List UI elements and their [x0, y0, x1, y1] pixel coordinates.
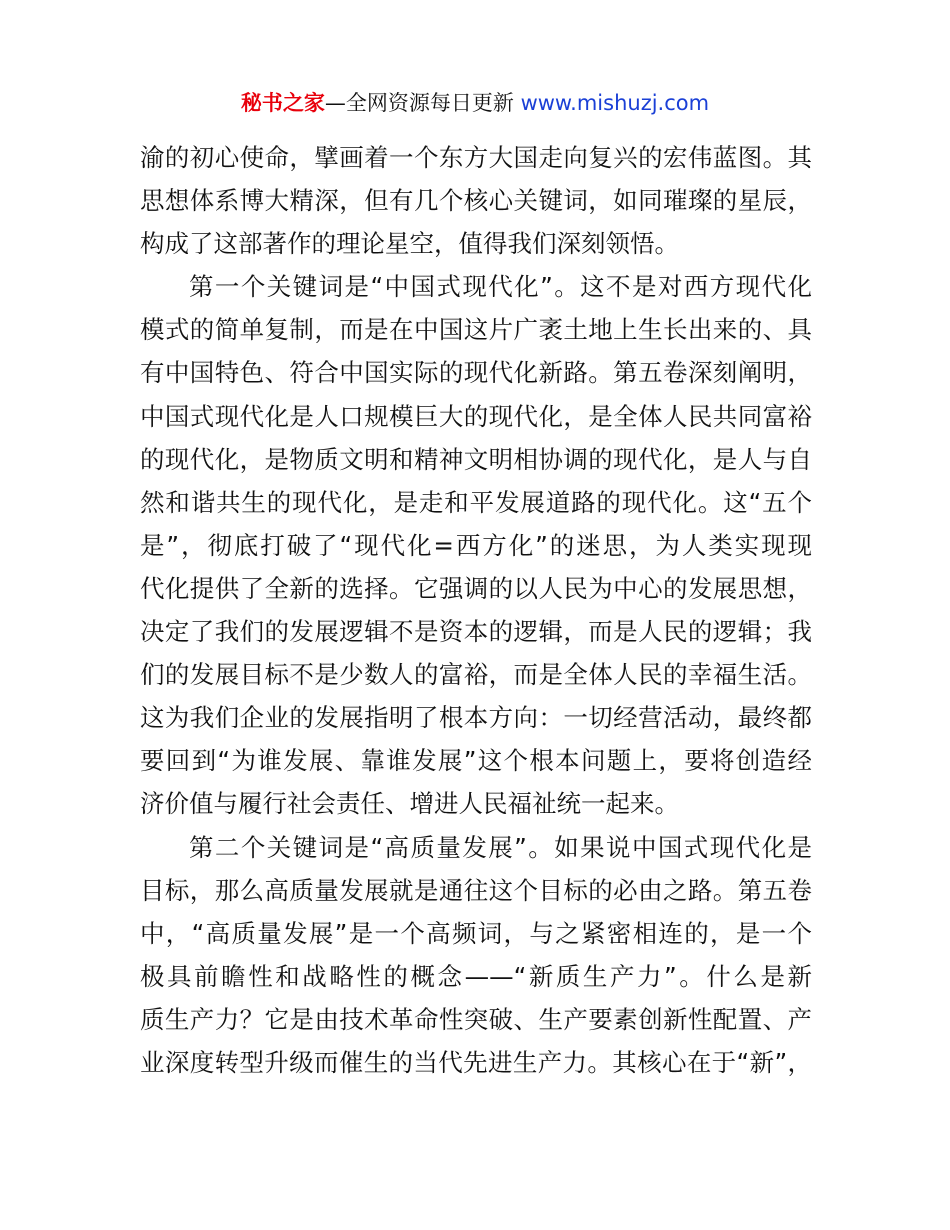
- text-line: 极具前瞻性和战略性的概念——“新质生产力”。什么是新: [140, 961, 812, 991]
- text-line: 代化提供了全新的选择。它强调的以人民为中心的发展思想，: [140, 573, 812, 603]
- text-line: 思想体系博大精深，但有几个核心关键词，如同璀璨的星辰，: [140, 186, 812, 216]
- text-line: 质生产力？它是由技术革命性突破、生产要素创新性配置、产: [140, 1004, 812, 1034]
- text-line: 要回到“为谁发展、靠谁发展”这个根本问题上，要将创造经: [140, 746, 812, 776]
- text-line: 渝的初心使命，擘画着一个东方大国走向复兴的宏伟蓝图。其: [140, 143, 812, 172]
- text-line: 们的发展目标不是少数人的富裕，而是全体人民的幸福生活。: [140, 660, 812, 690]
- text-line: 业深度转型升级而催生的当代先进生产力。其核心在于“新”，: [140, 1047, 812, 1077]
- text-line: 决定了我们的发展逻辑不是资本的逻辑，而是人民的逻辑；我: [140, 617, 812, 647]
- text-line: 这为我们企业的发展指明了根本方向：一切经营活动，最终都: [140, 703, 812, 733]
- brand-name: 秘书之家: [240, 91, 325, 115]
- text-line: 有中国特色、符合中国实际的现代化新路。第五卷深刻阐明，: [140, 358, 812, 388]
- paragraph: [140, 265, 812, 825]
- text-line: 构成了这部著作的理论星空，值得我们深刻领悟。: [140, 229, 679, 259]
- text-line: 的现代化，是物质文明和精神文明相协调的现代化，是人与自: [140, 444, 812, 474]
- text-line: 然和谐共生的现代化，是走和平发展道路的现代化。这“五个: [140, 487, 812, 517]
- text-line: 中国式现代化是人口规模巨大的现代化，是全体人民共同富裕: [140, 401, 812, 431]
- site-url-link[interactable]: www.mishuzj.com: [520, 91, 710, 115]
- text-line: 目标，那么高质量发展就是通往这个目标的必由之路。第五卷: [140, 875, 812, 905]
- text-line: 第一个关键词是“中国式现代化”。这不是对西方现代化: [189, 272, 812, 302]
- document-body: [140, 136, 812, 1084]
- paragraph: [140, 826, 812, 1085]
- text-line: 济价值与履行社会责任、增进人民福祉统一起来。: [140, 789, 679, 819]
- text-line: 第二个关键词是“高质量发展”。如果说中国式现代化是: [189, 832, 812, 862]
- text-line: 中，“高质量发展”是一个高频词，与之紧密相连的，是一个: [140, 918, 812, 948]
- text-line: 是”，彻底打破了“现代化=西方化”的迷思，为人类实现现: [140, 530, 812, 560]
- site-header: [0, 88, 950, 118]
- paragraph: [140, 136, 812, 265]
- header-tagline: —全网资源每日更新: [324, 91, 514, 115]
- text-line: 模式的简单复制，而是在中国这片广袤土地上生长出来的、具: [140, 315, 812, 345]
